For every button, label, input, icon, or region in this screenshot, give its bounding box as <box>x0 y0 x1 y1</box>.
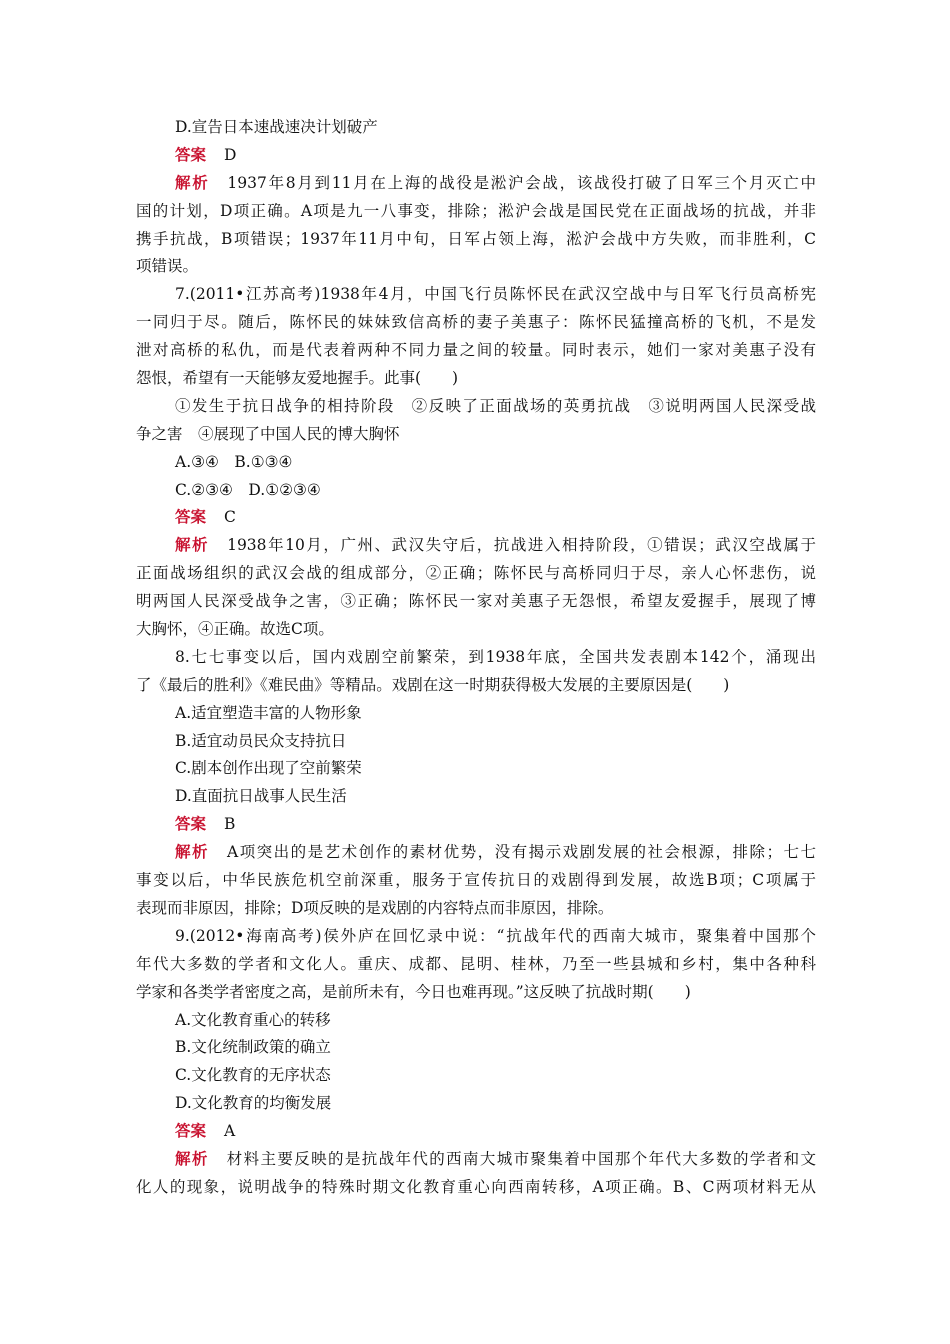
q6-analysis-line-4: 项错误。 <box>136 257 199 276</box>
q8-analysis-line-2: 事变以后，中华民族危机空前深重，服务于宣传抗日的戏剧得到发展，故选B项；C项属于 <box>136 871 816 890</box>
q8-analysis-line-1: 解析 A项突出的是艺术创作的素材优势，没有揭示戏剧发展的社会根源，排除；七七 <box>175 843 816 862</box>
answer-value: D <box>224 145 237 164</box>
answer-label: 答案 <box>175 815 207 834</box>
q7-statements-line-2: 争之害 ④展现了中国人民的博大胸怀 <box>136 424 400 443</box>
q7-stem-line-1: 7.(2011•江苏高考)1938年4月，中国飞行员陈怀民在武汉空战中与日军飞行员高桥宪 <box>175 285 816 304</box>
q6-option-d: D.宣告日本速战速决计划破产 <box>175 118 378 136</box>
q9-stem-line-1: 9.(2012•海南高考)侯外庐在回忆录中说：“抗战年代的西南大城市，聚集着中国那个 <box>175 926 816 945</box>
q7-analysis-line-3: 明两国人民深受战争之害，③正确；陈怀民一家对美惠子无怨恨，希望友爱握手，展现了博 <box>136 592 816 611</box>
q9-option-b: B.文化统制政策的确立 <box>175 1038 331 1057</box>
q9-analysis-line-2: 化人的现象，说明战争的特殊时期文化教育重心向西南转移，A项正确。B、C两项材料无从 <box>136 1177 816 1196</box>
analysis-label: 解析 <box>175 843 209 862</box>
q8-analysis-line-3: 表现而非原因，排除；D项反映的是戏剧的内容特点而非原因，排除。 <box>136 898 614 917</box>
q6-answer <box>136 142 816 170</box>
q8-answer <box>136 811 816 839</box>
analysis-label: 解析 <box>175 1149 209 1168</box>
q7-analysis-line-1: 解析 1938年10月，广州、武汉失守后，抗战进入相持阶段，①错误；武汉空战属于 <box>175 536 816 555</box>
q9-answer <box>136 1118 816 1146</box>
q9-stem-line-2: 年代大多数的学者和文化人。重庆、成都、昆明、桂林，乃至一些县城和乡村，集中各种科 <box>136 954 816 973</box>
q7-analysis-line-4: 大胸怀，④正确。故选C项。 <box>136 620 334 639</box>
q6-analysis-line-3: 携手抗战，B项错误；1937年11月中旬，日军占领上海，淞沪会战中方失败，而非胜利，C <box>136 229 816 248</box>
q9-option-d: D.文化教育的均衡发展 <box>175 1094 332 1113</box>
q9-option-a: A.文化教育重心的转移 <box>175 1010 331 1029</box>
q7-stem-line-2: 一同归于尽。随后，陈怀民的妹妹致信高桥的妻子美惠子：陈怀民猛撞高桥的飞机，不是发 <box>136 313 816 332</box>
q8-option-d: D.直面抗日战事人民生活 <box>175 787 347 806</box>
answer-label: 答案 <box>175 1122 207 1141</box>
q8-option-b: B.适宜动员民众支持抗日 <box>175 731 347 750</box>
answer-label: 答案 <box>175 508 207 527</box>
q8-option-c: C.剧本创作出现了空前繁荣 <box>175 759 362 778</box>
answer-value: B <box>224 815 236 834</box>
q6-analysis-line-2: 国的计划，D项正确。A项是九一八事变，排除；淞沪会战是国民党在正面战场的抗战，并非 <box>136 201 816 220</box>
q9-analysis-line-1: 解析 材料主要反映的是抗战年代的西南大城市聚集着中国那个年代大多数的学者和文 <box>175 1149 816 1168</box>
q6-analysis-line-1: 解析 1937年8月到11月在上海的战役是淞沪会战，该战役打破了日军三个月灭亡中 <box>175 173 816 192</box>
q7-answer <box>136 504 816 532</box>
document-body <box>136 114 816 1202</box>
answer-value: A <box>224 1122 236 1141</box>
q7-stem-line-4: 怨恨，希望有一天能够友爱地握手。此事( ) <box>136 369 459 388</box>
q9-stem-line-3: 学家和各类学者密度之高，是前所未有，今日也难再现。”这反映了抗战时期( ) <box>136 982 691 1001</box>
analysis-label: 解析 <box>175 536 210 555</box>
analysis-label: 解析 <box>175 173 210 192</box>
q9-option-c: C.文化教育的无序状态 <box>175 1066 331 1085</box>
q8-stem-line-2: 了《最后的胜利》《难民曲》等精品。戏剧在这一时期获得极大发展的主要原因是( ) <box>136 675 730 694</box>
q7-options-line-1: A.③④ B.①③④ <box>175 452 293 471</box>
q7-analysis-line-2: 正面战场组织的武汉会战的组成部分，②正确；陈怀民与高桥同归于尽，亲人心怀悲伤，说 <box>136 564 816 583</box>
q7-stem-line-3: 泄对高桥的私仇，而是代表着两种不同力量之间的较量。同时表示，她们一家对美惠子没有 <box>136 341 816 360</box>
answer-label: 答案 <box>175 145 207 164</box>
answer-value: C <box>224 508 236 527</box>
q8-stem-line-1: 8.七七事变以后，国内戏剧空前繁荣，到1938年底，全国共发表剧本142个，涌现出 <box>175 647 816 666</box>
q7-statements-line-1: ①发生于抗日战争的相持阶段 ②反映了正面战场的英勇抗战 ③说明两国人民深受战 <box>175 396 816 415</box>
q7-options-line-2: C.②③④ D.①②③④ <box>175 480 321 499</box>
q8-option-a: A.适宜塑造丰富的人物形象 <box>175 703 362 722</box>
